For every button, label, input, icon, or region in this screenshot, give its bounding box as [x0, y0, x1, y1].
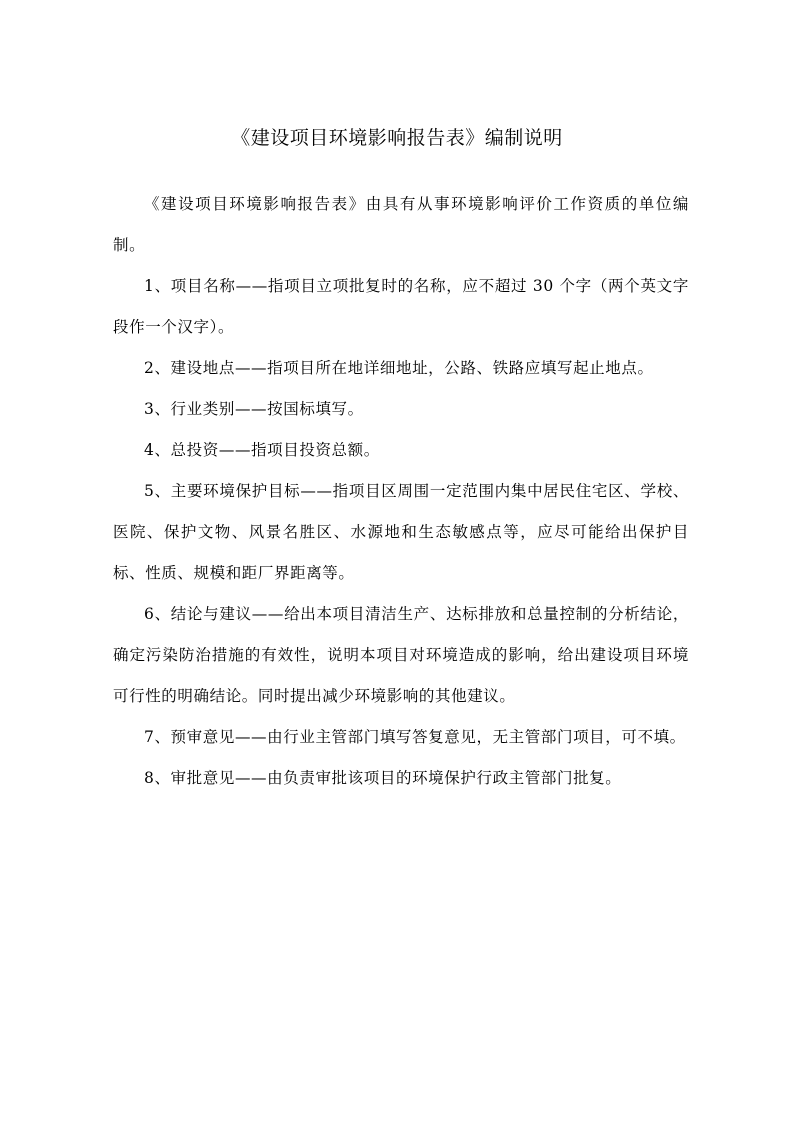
- paragraph-industry: 3、行业类别——按国标填写。: [144, 400, 364, 418]
- paragraph-protection-targets: 5、主要环境保护目标——指项目区周围一定范围内集中居民住宅区、学校、医院、保护文物、风景名胜区、水源地和生态敏感点等，应尽可能给出保护目标、性质、规模和距厂界距离等。: [113, 482, 689, 582]
- paragraph-pre-review: 7、预审意见——由行业主管部门填写答复意见，无主管部门项目，可不填。: [144, 728, 686, 746]
- document-title: 《建设项目环境影响报告表》编制说明: [231, 127, 563, 149]
- paragraph-project-name: 1、项目名称——指项目立项批复时的名称，应不超过 30 个字（两个英文字段作一个汉字）。: [113, 277, 689, 336]
- paragraph-approval: 8、审批意见——由负责审批该项目的环境保护行政主管部门批复。: [144, 769, 622, 787]
- paragraph-investment: 4、总投资——指项目投资总额。: [144, 441, 380, 459]
- paragraph-intro: 《建设项目环境影响报告表》由具有从事环境影响评价工作资质的单位编制。: [113, 195, 689, 254]
- document-body: [113, 184, 689, 799]
- paragraph-conclusions: 6、结论与建议——给出本项目清洁生产、达标排放和总量控制的分析结论，确定污染防治措施的有效性，说明本项目对环境造成的影响，给出建设项目环境可行性的明确结论。同时提出减少环境影响的其他建议。: [113, 605, 689, 705]
- paragraph-location: 2、建设地点——指项目所在地详细地址，公路、铁路应填写起止地点。: [144, 359, 654, 377]
